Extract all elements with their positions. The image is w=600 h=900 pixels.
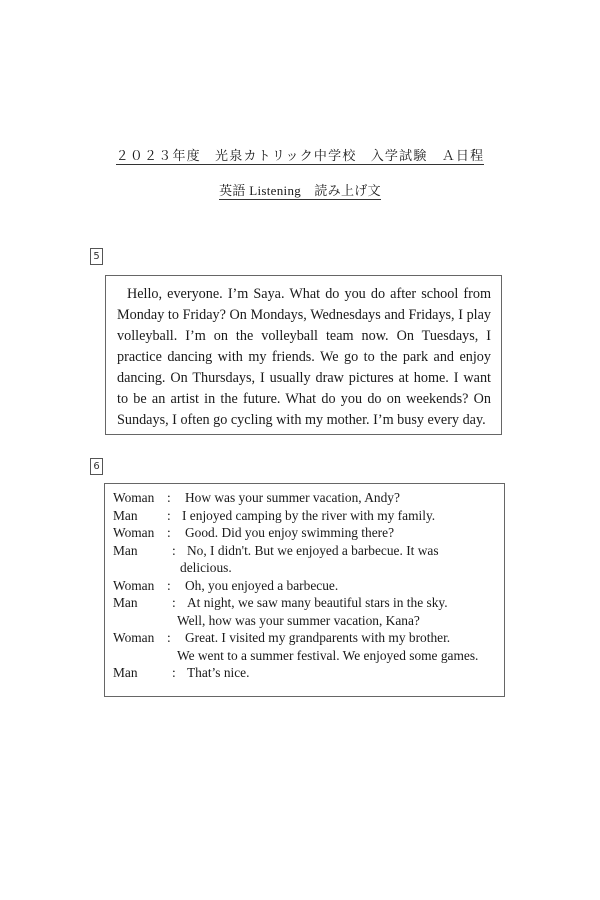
speaker-separator: : bbox=[172, 595, 176, 610]
dialogue-text: Oh, you enjoyed a barbecue. bbox=[185, 577, 339, 593]
exam-subtitle-text: 英語 Listening 読み上げ文 bbox=[219, 183, 381, 198]
question-number-6: 6 bbox=[90, 458, 103, 475]
speaker-separator: : bbox=[167, 525, 171, 540]
speaker-label: Man bbox=[113, 665, 138, 680]
speaker-separator: : bbox=[167, 577, 171, 593]
exam-title bbox=[0, 145, 600, 164]
speaker-label: Woman bbox=[113, 630, 155, 645]
speaker-label: Woman bbox=[113, 490, 155, 505]
speaker-label: Woman bbox=[113, 577, 155, 593]
question-number-5: 5 bbox=[90, 248, 103, 265]
dialogue-text: delicious. bbox=[180, 560, 232, 575]
speaker-label: Man bbox=[113, 507, 138, 523]
speaker-label: Woman bbox=[113, 525, 155, 540]
dialogue-text: I enjoyed camping by the river with my family. bbox=[182, 507, 436, 523]
passage-box bbox=[105, 275, 502, 435]
speaker-separator: : bbox=[167, 490, 171, 505]
dialogue-text: Well, how was your summer vacation, Kana? bbox=[177, 612, 420, 628]
speaker-label: Man bbox=[113, 595, 138, 610]
dialogue-text: At night, we saw many beautiful stars in the sky. bbox=[187, 595, 448, 610]
dialogue-text: How was your summer vacation, Andy? bbox=[185, 490, 400, 505]
exam-subtitle bbox=[0, 180, 600, 199]
dialogue-text: That’s nice. bbox=[187, 665, 250, 680]
speaker-label: Man bbox=[113, 542, 138, 558]
dialogue-box bbox=[104, 483, 505, 697]
dialogue-text: Great. I visited my grandparents with my brother. bbox=[185, 630, 451, 645]
dialogue-text: We went to a summer festival. We enjoyed some games. bbox=[177, 647, 479, 663]
speaker-separator: : bbox=[172, 542, 176, 558]
dialogue-text: No, I didn't. But we enjoyed a barbecue. It was bbox=[187, 542, 439, 558]
speaker-separator: : bbox=[172, 665, 176, 680]
speaker-separator: : bbox=[167, 507, 171, 523]
passage-text: Hello, everyone. I’m Saya. What do you do after school from Monday to Friday? On Mondays, Wednesdays and Fridays, I play volleyball. I’m on the volleyball team now. On Tuesdays, I practice dancing with my friends. We go to the park and enjoy dancing. On Thursdays, I usually draw pictures at home. I want to be an artist in the future. What do you do on weekends? On Sundays, I often go cycling with my mother. I’m busy every day. bbox=[117, 286, 491, 428]
dialogue-text: Good. Did you enjoy swimming there? bbox=[185, 525, 395, 540]
speaker-separator: : bbox=[167, 630, 171, 645]
exam-title-text: ２０２３年度 光泉カトリック中学校 入学試験 Ａ日程 bbox=[115, 148, 485, 163]
